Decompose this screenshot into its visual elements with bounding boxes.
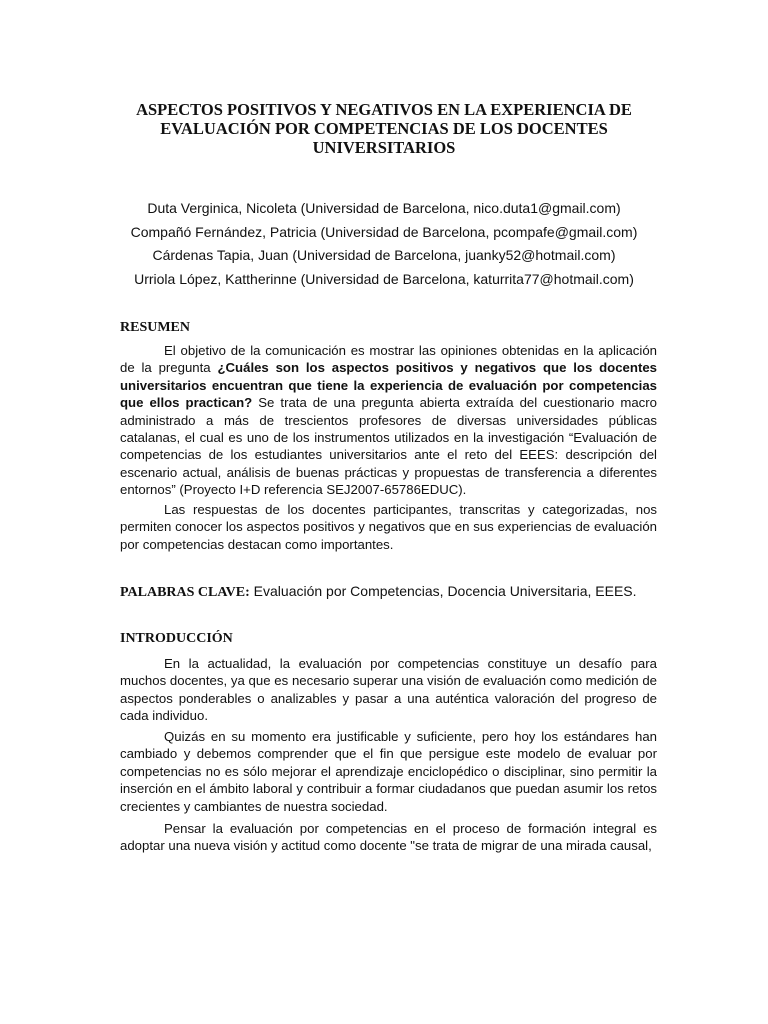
author-line: Cárdenas Tapia, Juan (Universidad de Barcelona, juanky52@hotmail.com) bbox=[152, 247, 616, 263]
introduccion-heading: INTRODUCCIÓN bbox=[120, 631, 233, 646]
author-line: Urriola López, Kattherinne (Universidad de Barcelona, katurrita77@hotmail.com) bbox=[134, 270, 634, 287]
keywords-text: Evaluación por Competencias, Docencia Universitaria, EEES. bbox=[249, 583, 637, 599]
resumen-heading: RESUMEN bbox=[120, 320, 191, 335]
keywords-label: PALABRAS CLAVE: bbox=[120, 585, 250, 600]
keywords-line bbox=[120, 582, 680, 602]
author-list bbox=[100, 197, 668, 291]
paper-title: ASPECTOS POSITIVOS Y NEGATIVOS EN LA EXPERIENCIA DE EVALUACIÓN POR COMPETENCIAS DE LOS DOCENTES UNIVERSITARIOS bbox=[136, 100, 632, 157]
intro-paragraph-3: Pensar la evaluación por competencias en el proceso de formación integral es adoptar una nueva visión y actitud como docente "se trata de migrar de una mirada causal, bbox=[120, 821, 657, 854]
resumen-paragraph-2: Las respuestas de los docentes participantes, transcritas y categorizadas, nos permiten conocer los aspectos positivos y negativos que en sus experiencias de evaluación por competencias destacan como importantes. bbox=[120, 502, 657, 552]
author-line: Duta Verginica, Nicoleta (Universidad de Barcelona, nico.duta1@gmail.com) bbox=[147, 200, 621, 216]
resumen-p1-start: El objetivo de la comunicación es mostrar las opiniones obtenidas en la aplicación de la pregunta bbox=[120, 343, 657, 376]
research-question: ¿Cuáles son los aspectos positivos y negativos que los docentes universitarios encuentran que tiene la experiencia de evaluación por competencias que ellos practican? bbox=[120, 360, 657, 411]
resumen-paragraph-1 bbox=[120, 342, 657, 499]
author-line: Compañó Fernández, Patricia (Universidad de Barcelona, pcompafe@gmail.com) bbox=[130, 223, 638, 240]
intro-paragraph-2: Quizás en su momento era justificable y suficiente, pero hoy los estándares han cambiado y debemos comprender que el fin que persigue este modelo de evaluar por competencias no es sólo mejorar el aprendizaje enciclopédico o disciplinar, sino permitir la inserción en el ámbito laboral y contribuir a formar ciudadanos que puedan asumir los retos crecientes y cambiantes de nuestra sociedad. bbox=[120, 729, 657, 814]
intro-paragraph-1: En la actualidad, la evaluación por competencias constituye un desafío para muchos docentes, ya que es necesario superar una visión de evaluación como medición de aspectos ponderables o analizables y pasar a una auténtica valoración del progreso de cada individuo. bbox=[120, 656, 657, 724]
resumen-p1-end: Se trata de una pregunta abierta extraída del cuestionario macro administrado a más de trescientos profesores de diversas universidades públicas catalanas, el cual es uno de los instrumentos utilizados en la investigación “Evaluación de competencias de los estudiantes universitarios ante el reto del EEES: descripción del escenario actual, análisis de buenas prácticas y propuestas de transferencia a diferentes entornos” (Proyecto I+D referencia SEJ2007-65786EDUC). bbox=[120, 395, 657, 498]
